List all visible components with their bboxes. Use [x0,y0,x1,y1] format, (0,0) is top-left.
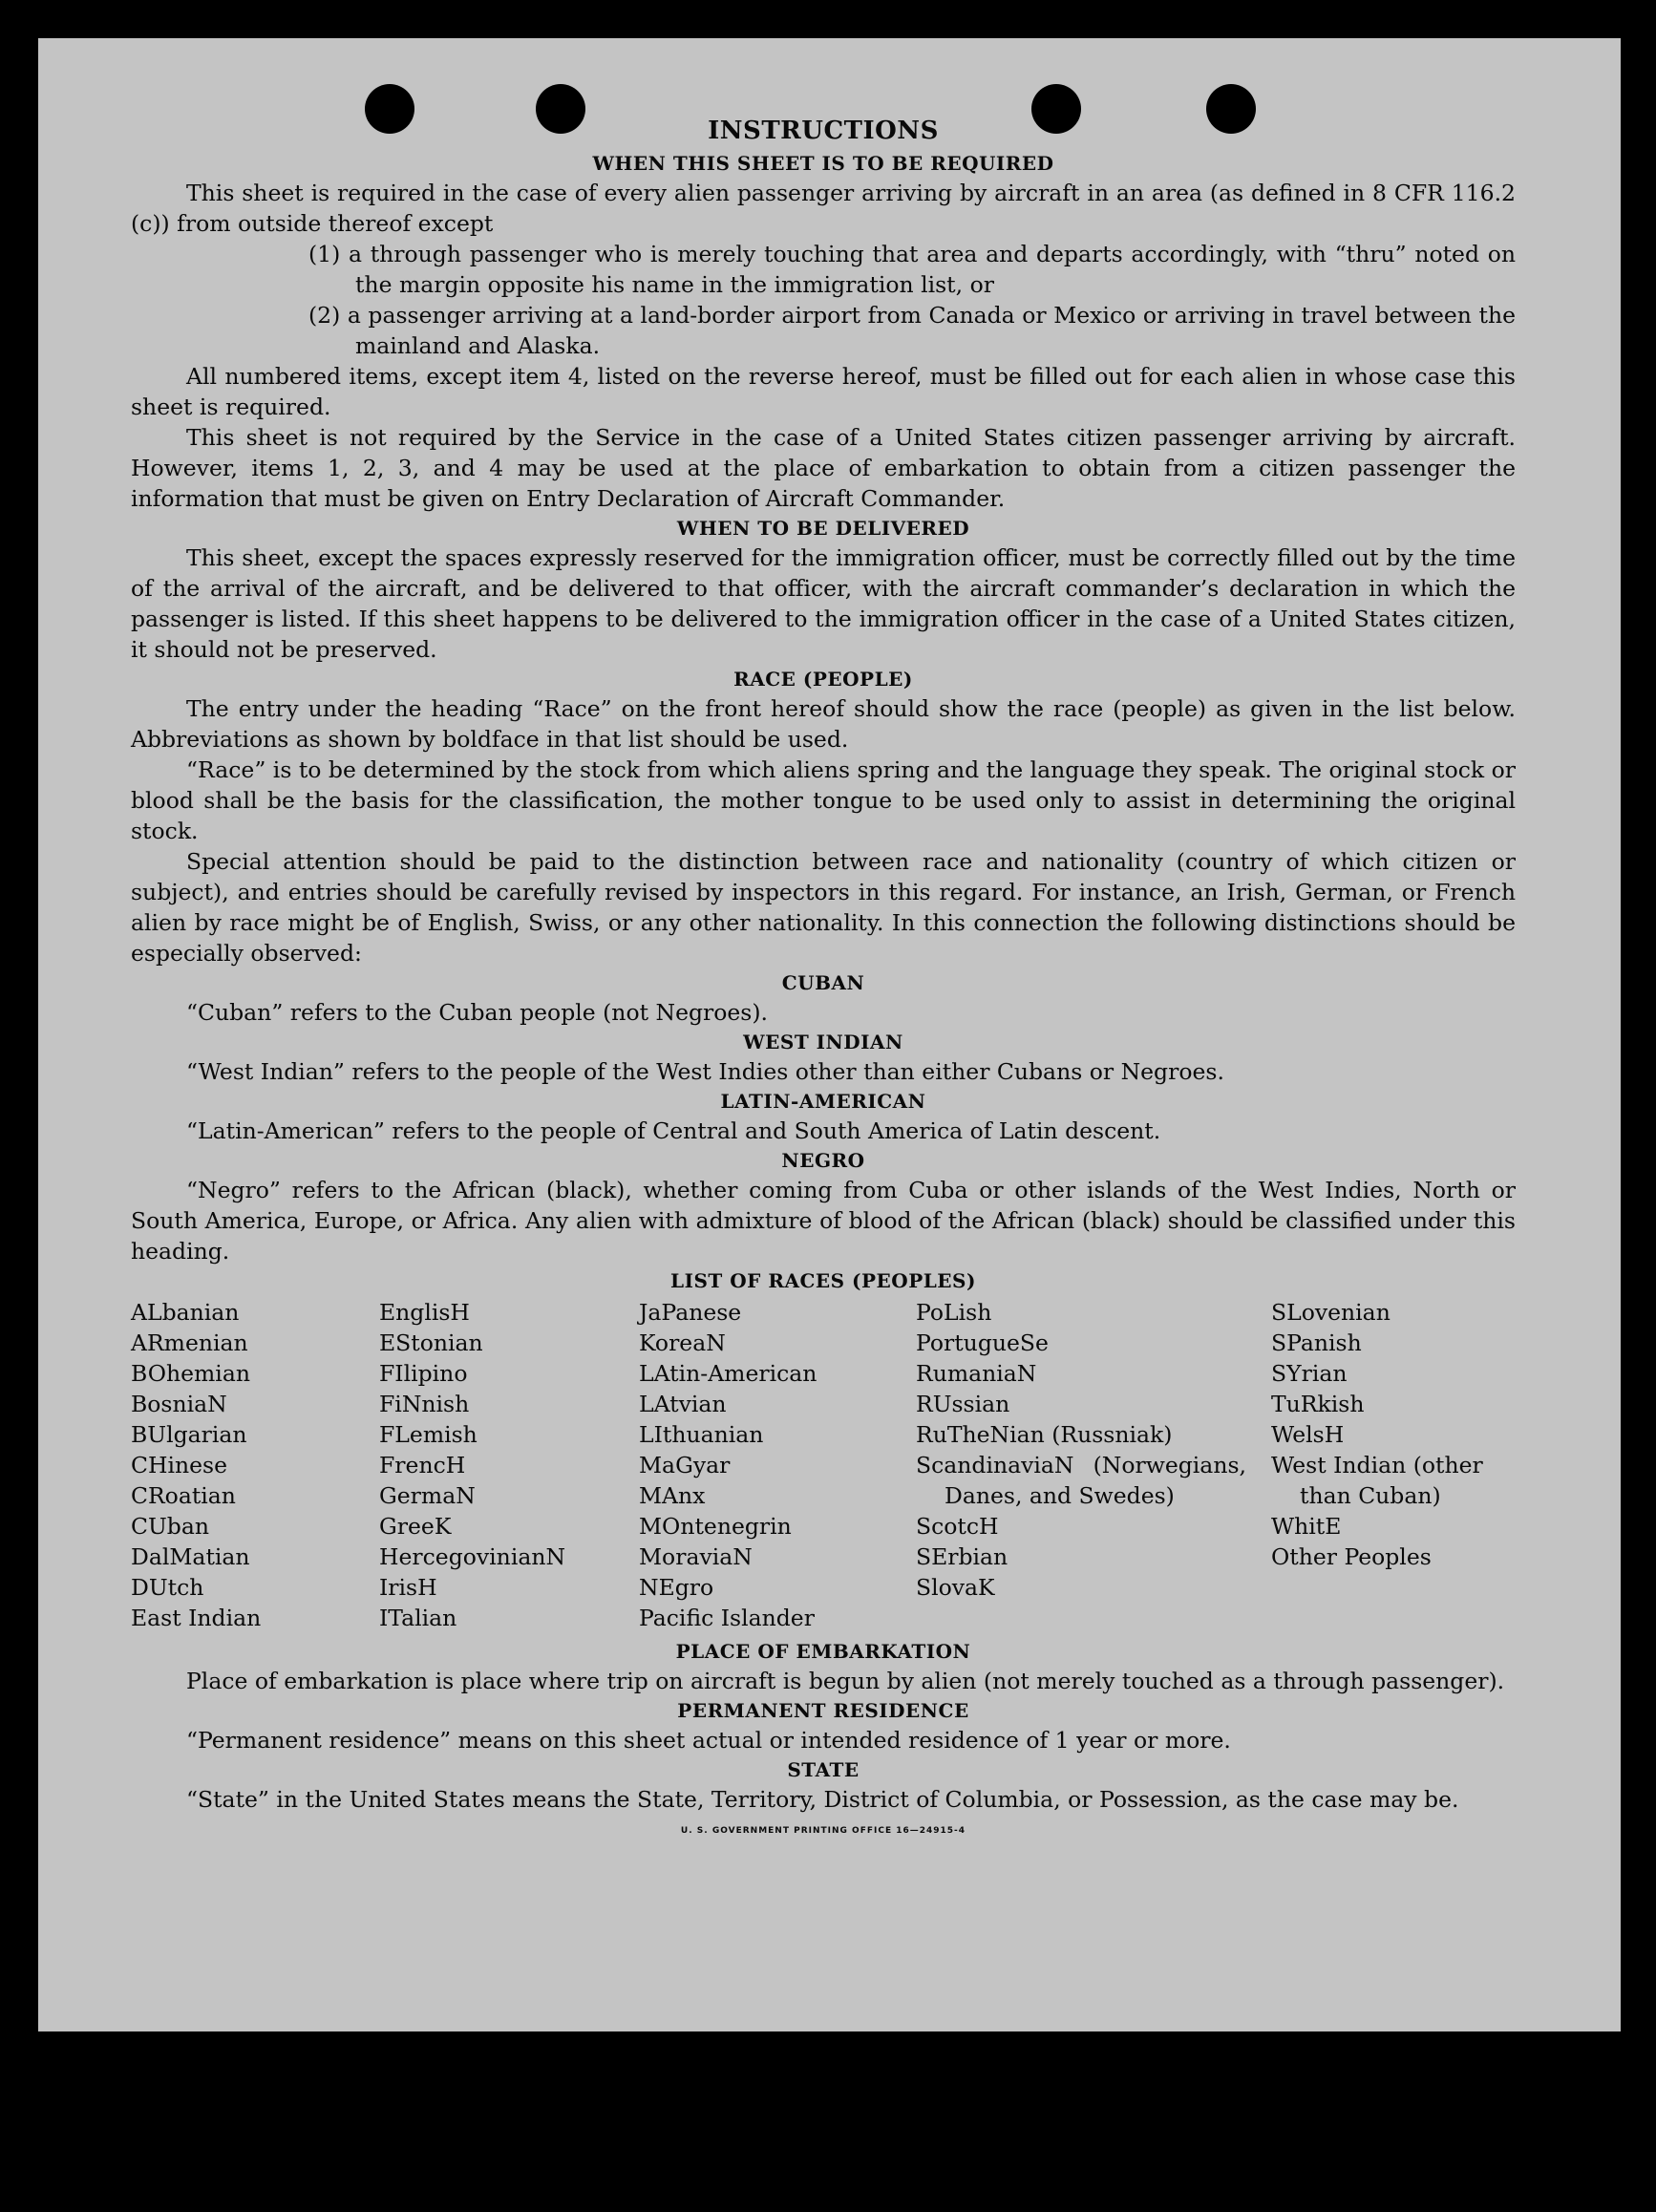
heading-when-required: WHEN THIS SHEET IS TO BE REQUIRED [592,152,1054,175]
paragraph: The entry under the heading “Race” on the front hereof should show the race (people) as given in the list below. Abbreviations as shown by boldface in that list should be used. [131,695,1516,753]
heading-west-indian: WEST INDIAN [743,1031,903,1053]
race-entry: RUssian [916,1391,1010,1417]
race-entry: PortugueSe [916,1329,1049,1356]
heading-negro: NEGRO [781,1149,865,1172]
paragraph: Place of embarkation is place where trip on aircraft is begun by alien (not merely touched as a through passenger). [186,1668,1505,1694]
race-entry: FLemish [379,1421,478,1448]
race-entry: FiNnish [379,1391,470,1417]
paragraph: “Negro” refers to the African (black), whether coming from Cuba or other islands of the West Indies, North or South America, Europe, or Africa. Any alien with admixture of blood of the African (black) should be classified under this heading. [131,1177,1516,1265]
paragraph: All numbered items, except item 4, listed on the reverse hereof, must be filled out for each alien in whose case this sheet is required. [131,363,1516,420]
paragraph: Special attention should be paid to the distinction between race and nationality (country of which citizen or subject), and entries should be carefully revised by inspectors in this regard. For instance, an Irish, German, or French alien by race might be of English, Swiss, or any other nationality. In this connection the following distinctions should be especially observed: [131,848,1516,967]
printer-imprint: U. S. GOVERNMENT PRINTING OFFICE 16—24915-4 [680,1826,966,1836]
heading-latin-american: LATIN-AMERICAN [720,1090,926,1113]
heading-permanent-residence: PERMANENT RESIDENCE [677,1699,969,1722]
race-entry: KoreaN [639,1329,726,1356]
race-entry: HercegovinianN [379,1543,566,1570]
race-entry: MaGyar [639,1452,731,1478]
race-entry: WhitE [1271,1513,1342,1540]
document-sheet [38,38,1621,2031]
race-entry: BUlgarian [131,1421,247,1448]
race-entry: NEgro [639,1574,714,1601]
race-entry: SYrian [1271,1360,1348,1387]
race-entry: SErbian [916,1543,1008,1570]
paragraph: This sheet, except the spaces expressly reserved for the immigration officer, must be correctly filled out by the time of the arrival of the aircraft, and be delivered to that officer, with the aircraft commander’s declaration in which the passenger is listed. If this sheet happens to be delivered to the immigration officer in the case of a United States citizen, it should not be preserved. [131,544,1516,663]
races-list [131,1297,1516,1633]
races-column [639,1297,916,1633]
race-entry: LIthuanian [639,1421,764,1448]
heading-race: RACE (PEOPLE) [733,668,913,691]
exception-item-2: (2) a passenger arriving at a land-border airport from Canada or Mexico or arriving in travel between the mainland and Alaska. [308,302,1516,359]
race-entry: SlovaK [916,1574,995,1601]
exception-item-1: (1) a through passenger who is merely touching that area and departs accordingly, with “thru” noted on the margin opposite his name in the immigration list, or [308,241,1516,298]
race-entry: LAtvian [639,1391,727,1417]
race-entry: IrisH [379,1574,437,1601]
race-entry: ALbanian [131,1299,240,1326]
race-entry: BosniaN [131,1391,227,1417]
race-entry: EStonian [379,1329,483,1356]
heading-state: STATE [787,1758,860,1781]
race-entry: FrencH [379,1452,466,1478]
race-entry: GreeK [379,1513,452,1540]
race-entry: ITalian [379,1605,457,1631]
heading-list-of-races: LIST OF RACES (PEOPLES) [670,1269,976,1292]
race-entry: CUban [131,1513,209,1540]
races-column [1271,1297,1516,1633]
race-entry: Other Peoples [1271,1543,1432,1570]
paragraph: This sheet is not required by the Service in the case of a United States citizen passenger arriving by aircraft. However, items 1, 2, 3, and 4 may be used at the place of embarkation to obtain from a citizen passenger the information that must be given on Entry Declaration of Aircraft Commander. [131,424,1516,512]
race-entry: RuTheNian (Russniak) [916,1421,1173,1448]
heading-when-delivered: WHEN TO BE DELIVERED [676,517,970,540]
races-column [131,1297,379,1633]
race-entry: TuRkish [1271,1391,1365,1417]
race-entry: DUtch [131,1574,204,1601]
race-entry: MoraviaN [639,1543,753,1570]
page-title: INSTRUCTIONS [708,117,939,145]
race-entry: FIlipino [379,1360,468,1387]
race-entry: DalMatian [131,1543,250,1570]
paragraph: “West Indian” refers to the people of the West Indies other than either Cubans or Negroes. [186,1058,1224,1085]
paragraph: “Cuban” refers to the Cuban people (not Negroes). [186,999,769,1026]
race-entry: MOntenegrin [639,1513,792,1540]
race-entry: SLovenian [1271,1299,1391,1326]
race-entry: CHinese [131,1452,227,1478]
race-entry: BOhemian [131,1360,250,1387]
paragraph: This sheet is required in the case of every alien passenger arriving by aircraft in an area (as defined in 8 CFR 116.2 (c)) from outside thereof except [131,180,1516,237]
race-entry: EnglisH [379,1299,470,1326]
race-entry: JaPanese [639,1299,742,1326]
paragraph: “Permanent residence” means on this sheet actual or intended residence of 1 year or more. [186,1727,1231,1754]
heading-cuban: CUBAN [781,971,865,994]
races-column [379,1297,639,1633]
race-entry: West Indian (other than Cuban) [1271,1452,1483,1509]
race-entry: SPanish [1271,1329,1362,1356]
race-entry: CRoatian [131,1482,236,1509]
race-entry: PoLish [916,1299,992,1326]
race-entry: WelsH [1271,1421,1345,1448]
race-entry: ScandinaviaN (Norwegians, Danes, and Swedes) [916,1452,1246,1509]
paragraph: “State” in the United States means the State, Territory, District of Columbia, or Possession, as the case may be. [186,1786,1459,1813]
heading-embarkation: PLACE OF EMBARKATION [675,1640,971,1663]
instructions-content [131,113,1516,1836]
race-entry: East Indian [131,1605,262,1631]
race-entry: ScotcH [916,1513,999,1540]
race-entry: ARmenian [131,1329,248,1356]
paragraph: “Latin-American” refers to the people of Central and South America of Latin descent. [186,1117,1161,1144]
race-entry: LAtin-American [639,1360,817,1387]
race-entry: Pacific Islander [639,1605,815,1631]
race-entry: MAnx [639,1482,706,1509]
races-column [916,1297,1271,1633]
race-entry: GermaN [379,1482,476,1509]
paragraph: “Race” is to be determined by the stock from which aliens spring and the language they speak. The original stock or blood shall be the basis for the classification, the mother tongue to be used only to assist in determining the original stock. [131,756,1516,844]
race-entry: RumaniaN [916,1360,1037,1387]
